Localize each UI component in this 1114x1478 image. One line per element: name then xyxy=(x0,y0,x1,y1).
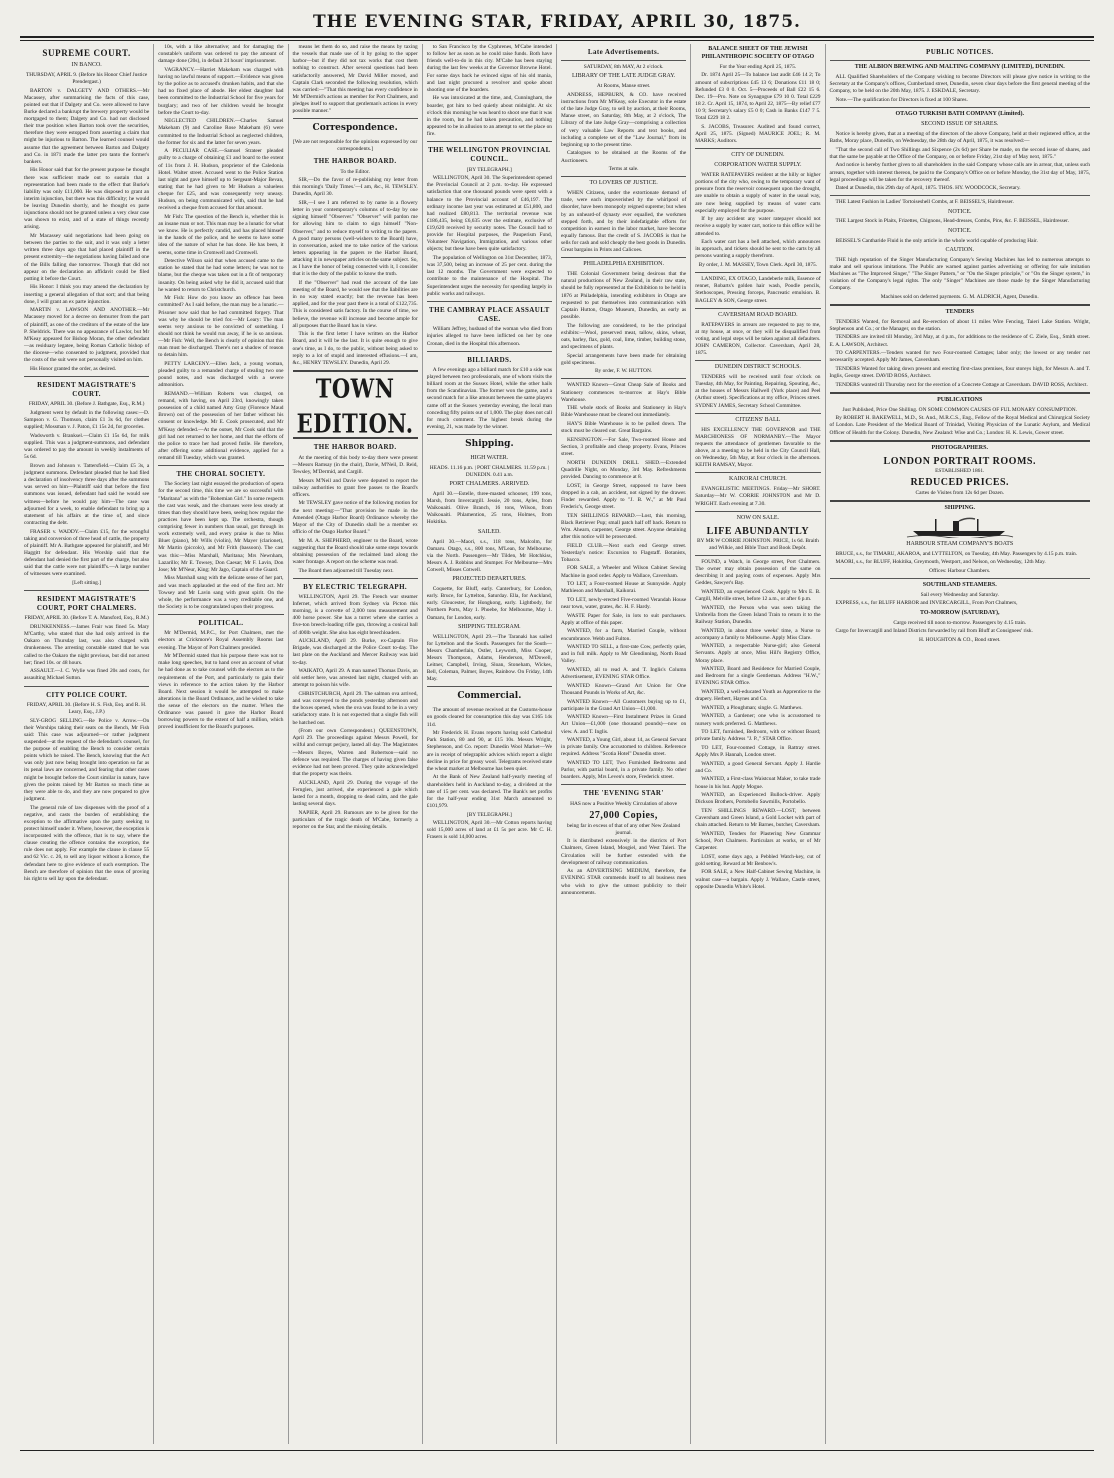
article-text: Miss Marshall sang with the delicate sense of her part, and was much applauded at the end of the first act. Mr Towsey and Mr Lavin sang with great spirit. On the whole, the performance was a very creditable one, and the Society is to be congratulated upon their progress. xyxy=(158,575,284,610)
ad-text: Offices: Harbour Chambers. xyxy=(929,567,991,574)
divider xyxy=(830,440,1091,442)
article-text: His Honor: I think you may amend the declaration by inserting a general allegation of that sort; and that being done, I will grant an ex parte injunction. xyxy=(24,284,150,305)
article-text: The amount of revenue received at the Customs-house on goods cleared for consumption this day was £165 14s 11d. xyxy=(426,707,552,728)
classified-ad: WANTED, in about three weeks' time, a Nurse to accompany a family to Melbourne. Apply Miss Clare. xyxy=(695,627,821,641)
article-text: FRASER v. WADDY.—Claim £15, for the wrongful taking and conversion of three head of cattle, the property of plaintiff. Mr A. Bathgate appeared for plaintiff, and Mr Haggitt for defendant. His Worship said that the defendant had denied the first part of the charge, but also said that the cattle were not plaintiff's.—A large number of witnesses were examined. xyxy=(24,528,150,578)
article-text: His Honor granted the order, as desired. xyxy=(30,365,117,372)
article-text: Mr TEWSLEY gave notice of the following motion for the next meeting:—"That provision be made in the Amended (Otago Harbor Board) Ordinance whereby the Mayor of the City of Dunedin shall be a member ex officio of the Otago Harbor Board." xyxy=(292,500,418,535)
ad-text: Machines sold on deferred payments. G. M. ALDRICH, Agent, Dunedin. xyxy=(880,293,1039,300)
book-title: LIFE ABUNDANTLY xyxy=(706,525,810,537)
ad-title: OTAGO TURKISH BATH COMPANY (Limited). xyxy=(895,111,1024,118)
heading-rm-court-port-chalmers: RESIDENT MAGISTRATE'S COURT, PORT CHALMERS. xyxy=(36,595,137,613)
divider xyxy=(427,686,552,687)
article-text: Mr M. A. SHEPHERD, engineer to the Board, wrote suggesting that the Board should take some steps towards obtaining possession of the reclaimed land along the water frontage. A report on the scheme was read. xyxy=(292,537,418,565)
article-text: A few evenings ago a billiard match for £10 a side was played between two professionals, one of whom visits the billiard room at the Sussex Hotel, while the other hails from the Scandinavian. The former won the game, and a second match for a like amount between the same players came off at the Sussex yesterday evening, the local man conceding fifty points out of 1,000. The play does not call for much comment. The highest break during the evening, 21, was made by the winner. xyxy=(426,366,552,430)
ad-title: LIBRARY OF THE LATE JUDGE GRAY. xyxy=(571,73,676,80)
heading-resident-magistrate: RESIDENT MAGISTRATE'S COURT. xyxy=(37,380,137,399)
ad-text: HIS EXCELLENCY THE GOVERNOR and THE MARCHIONESS OF NORMANBY.—The Mayor requests the attendance of gentlemen favorable to the above, at a meeting to be held in the City Council Hall, on Wednesday, 5th May, at four o'clock in the afternoon. KEITH RAMSAY, Mayor. xyxy=(695,426,821,469)
article-text: His Honor said that for the present purpose he thought there was sufficient made out to sustain that a representation had been made to the effect that Burke's liability was only £11,000. He was disposed to grant an interim injunction, but there was this difficulty; he would be leaving Dunedin shortly, and he thought ex parte injunctions should not be granted unless a very clear case was shown to exist, and of a state of things recently arising. xyxy=(24,167,150,231)
divider xyxy=(427,141,552,142)
divider xyxy=(695,308,820,309)
article-text: WELLINGTON, April 29. The French war steamer Infernet, which arrived from Sydney via Picton this morning, is a corvette of 2,000 tons measurement and 400 horse power. She has a turret where she carries a five-ton breech-loading rifle gun, throwing a conical ball of 400lb weight. She also has eight breechloaders. xyxy=(292,593,418,636)
classified-ad: EXPRESS, s.s., for BLUFF HARBOR and INVERCARGILL, From Port Chalmers, xyxy=(835,600,1018,607)
column-2 xyxy=(154,44,288,1444)
article-text: DRUNKENNESS.—James Frair was fined 5s. Mary M'Carthy, who stated that she had only arrived in the Oakaro on Thursday last, was also charged with drunkenness. The arresting constable stated that he was called to the Oakaro the night previous, but did not arrest her; fined 10s. or 48 hours. xyxy=(24,624,150,666)
classified-ad: LOST, some days ago, a Pebbled Watch-key, cut of gold setting. Reward at Mr Benbow's. xyxy=(695,853,821,867)
article-text: SLY-GROG SELLING.—Re Police v. Arrow.—On their Worships taking their seats on the Bench, Mr Fish said: This case was adjourned—or rather judgment suspended—at the request of the defendant's counsel, for the purpose of enabling the Bench to consider certain points which he raised. The Bench, knowing that the Act was only just now being brought into operation so far as its penal laws are concerned, and fearing that other cases might be brought before the Court similar in nature, have given the points raised by Mr Barton so much time as they were able to do, and they are now prepared to give judgment. xyxy=(24,717,150,802)
divider xyxy=(830,195,1091,196)
classified-ad: MAORI, s.s., for BLUFF, Hokitika, Greymouth, Westport, and Nelson, on Wednesday, 12th May. xyxy=(835,559,1046,566)
ad-text: WHEN Citizens, under the extortionate demand of trade, were each impoverished by the whirlpool of disorder, have been monopoly reigned supreme; but when by an unheard-of dynasty ever equalled, the workmen stepped forth, and by their indefatigable efforts for competition in earnest in the labor market, have become equally famous. But the credit of S. JACOBS is that he sells for cash and sold cheaply the best goods in Dunedin. Great bargains in Prints and Calicoes. xyxy=(561,190,687,254)
article-text: Mr Macassey said negotiations had been going on between the parties to the suit, and it was only a letter written three days ago that had placed plaintiff in the present extremity—the negotiations having failed and one of the Bills falling due tomorrow. Though that did not appear on the declaration an affidavit could be filed putting it before the Court. xyxy=(24,233,150,282)
ad-text: THE Colonial Government being desirous that the natural productions of New Zealand, in their raw state, should be fully represented at the Exhibition to be held in 1876 at Philadelphia, intending exhibitors in Otago are requested to put themselves into communication with Captain Hutton, Otago Museum, Dunedin, as early as possible. xyxy=(561,271,687,320)
ad-text: Cargo received till noon to-morrow. Passengers by 4.15 train. xyxy=(893,619,1027,626)
classified-ad: FOR SALE, a New Half-Cabinet Sewing Machine, in walnut case—a bargain. Apply J. Wallace, Castle street, opposite Dunedin White's Hotel. xyxy=(695,869,821,890)
divider xyxy=(427,434,552,435)
ad-text: Catalogues to be obtained at the Rooms of the Auctioneers. xyxy=(561,150,687,164)
classified-ad: TO LET, a Four-roomed House at Sunnyside. Apply Mathieson and Marshall, Kaikorai. xyxy=(561,581,687,595)
heading-correspondence: Correspondence. xyxy=(312,123,398,134)
article-text: Brown and Johnson v. Tattersfield.—Claim £5 3s, a judgment summons. Defendant pleaded that he had filed a declaration of insolvency three days after the summons was served on him—Plaintiff said that before the first summons was issued, defendant had said he would see witness—before he would pay him—The case was adjourned for a week, to enable defendant to bring up a statement of his affairs at the time of, and since contracting the debt. xyxy=(24,462,150,526)
classified-ad: THE Latest Fashion in Ladies' Tortoiseshell Combs, at F. BEISSEL'S, Hairdresser. xyxy=(835,199,1014,206)
divider xyxy=(695,511,820,512)
classified-ad: TO LET, newly-erected Five-roomed Verandah House near town, water, grates, &c. H. F. Hardy. xyxy=(561,596,687,611)
ad-text: By ROBERT H. BAKEWELL, M.D., St. And., M.R.C.S., Eng., Fellow of the Royal Medical and Chirurgical Society of London. Late President of the Medical Board of Trinidad, Visiting Physician of the Lunatic Asylum, and Medical Officer of Health for the Colony. Dunedin, New Zealand: Wise and Co.; London: H. K. Lewis, Gower street. xyxy=(829,415,1090,436)
article-text: William Jeffrey, husband of the woman who died from injuries alleged to have been inflicted on her by one Cronan, died in the Hospital this afternoon. xyxy=(426,326,552,347)
divider xyxy=(427,351,552,352)
classified-ad: NORTH DUNEDIN DRILL SHED.—Extended Quadrille Night, on Monday, 3rd May. Refreshments provided. Dancing to commence at 8. xyxy=(561,459,687,480)
ad-text: RATEPAYERS in arrears are requested to pay to me, at my house, at once, or they will be disqualified from voting, and legal steps will be taken against all defaulters. JOHN CAMERON, Collector. Caversham, April 28, 1875. xyxy=(695,321,821,357)
ad-text: being far in excess of that of any other New Zealand journal. xyxy=(567,822,681,836)
high-water-heading: HIGH WATER. xyxy=(470,454,509,461)
heading-public-notices: PUBLIC NOTICES. xyxy=(926,48,994,56)
article-text: At the Bank of New Zealand half-yearly meeting of shareholders held in Auckland to-day, a dividend at the rate of 15 per cent. was declared. The Bank's net profits for the half-year ending 31st March amounted to £101,979. xyxy=(426,774,552,809)
article-text: BARTON v. DALGETY AND OTHERS.—Mr Macassey, after summarising the facts of this case, pointed out that if Dalgety and Co. were allowed to have Burke declared a bankrupt the brewery property would be mortgaged to them; Dalgety and Co. had not disclosed their true position when Barton took over the securities, therefore they were estopped from asserting a claim that might be injurious to Barton. The learned counsel would assume that the agreement between Barton and Dalgety and Co. in 1871 made the latter pro tanto the former's bankers. xyxy=(24,87,150,165)
top-rule xyxy=(20,36,1094,38)
ad-text: WATER RATEPAYERS resident at the hilly or higher portions of the city who, owing to the temporary want of pressure from the reservoir consequent upon the drought, are unable to obtain a supply of water in the usual way, are now being supplied by means of water carts especially employed for the purpose. xyxy=(695,172,821,214)
ad-title: CAVERSHAM ROAD BOARD. xyxy=(718,311,798,318)
ad-text: ALL Qualified Shareholders of the Company wishing to become Directors will please give notice in writing to the Secretary at the Company's offices, Cumberland street, Dunedin, seven clear days before the first general meeting of the Company, to be held on the 20th May, 1875. J. ESKDALE, Secretary. xyxy=(829,74,1090,95)
article-text: This is the first letter I have written on the Harbor Board, and it will be the last. It is quite enough to give one's time, as I do, to the public, without being asked to reply to a lot of stupid and interested effusions.—I am, &c., HENRY TEWSLEY. Dunedin, April 29. xyxy=(292,331,418,366)
article-text: To the Editor. xyxy=(340,168,370,175)
article-text: REMAND.—William Roberts was charged, on remand, with having, on April 23rd, knowingly taken possession of a child named Amy Gray (Florence Maud Brown) out of the possession of her father without his consent or knowledge. Mr E. Cook prosecuted, and Mr M'Keay defended.—At the outset, Mr Cook said that the girl had not returned to her home, and that the efforts of the police to trace her had proved futile. He therefore, after offering some additional evidence, applied for a remand till Tuesday, which was granted. xyxy=(158,390,284,461)
article-text: NEGLECTED CHILDREN.—Charles Samuel Makeham (9) and Caroline Rose Makeham (6) were committed to the Industrial School as neglected children, the former for six and the latter for seven years. xyxy=(158,118,284,146)
classified-ad: WANTED, a well-educated Youth as Apprentice to the drapery. Herbert, Haynes and Co. xyxy=(695,689,821,703)
classified-ad: WANTED Known—Great Cheap Sale of Books and Stationery commences to-morrow at Hay's Bible Warehouse. xyxy=(561,382,687,403)
ad-title: PHILADELPHIA EXHIBITION. xyxy=(583,261,664,268)
classified-ad: FOR SALE, a Wheeler and Wilson Cabinet Sewing Machine in good order. Apply to Wallace, Caversham. xyxy=(561,565,687,579)
ad-title: NOTICE. xyxy=(948,227,972,234)
harbour-steam-heading: HARBOUR STEAM COMPANY'S BOATS xyxy=(906,540,1014,547)
classified-ad: WANTED, for a farm, Married Couple, without encumbrance. Webb and Fulton. xyxy=(561,628,687,642)
article-text: 10s, with a like alternative; and for damaging the constable's uniform was ordered to pay the amount of damage done (20s), in default 24 hours' imprisonment. xyxy=(158,44,284,65)
article-text: The population of Wellington on 31st December, 1873, was 37,500, being an increase of 25 per cent. during the last 12 months. The Government were expected to contribute to the maintenance of the Hospital. The Superintendent urges the necessity for spending largely in public works and railways. xyxy=(426,255,552,297)
divider xyxy=(830,107,1091,108)
article-text: Coquette, for Bluff, early. Canterbury, for London, early. Bruce, for Lyttelton, Saturday. Ella, for Auckland, early. Gloucester, for Hongkong, early. Lightbody, for Northern Ports, May 1. Phoebe, for Melbourne, May 1. Oamaru, for London, early. xyxy=(426,586,552,621)
classified-ad: TO CARPENTERS.—Tenders wanted for two Four-roomed Cottages; labor only; the lowest or any tender not necessarily accepted. Apply Mr James, Caversham. xyxy=(829,350,1090,364)
balance-sheet: Dr. 1874 April 25—To balance last audit £46 14 2; To amount of subscriptions £45 13 6; Donations £11 18 0; Refunded £3 0 0. Oct. 5—Proceeds of Ball £22 15 6. Dec. 19—Pro. Note on Synagogue £79 10 0. Total £229 18 2. Cr. April 15, 1874, to April 22, 1875—By relief £77 10 9; Secretary's salary £5 0 0; Cash in Banks £147 7 5. Total £229 18 2. xyxy=(695,72,821,122)
article-text: to San Francisco by the Cyphrenes, M'Cabe intended to follow her as soon as he could raise funds. Both have friends well-to-do in this city. M'Cabe has been staying during the last few weeks at the Governor Browne Hotel. For some days back he evinced signs of his old mania, and last night procured a revolver and spoke about shooting one of the boarders. xyxy=(426,44,552,93)
divider xyxy=(695,413,820,414)
divider xyxy=(158,614,283,615)
article-text: Mr Fish: How do you know an offence has been committed? As I said before, the man may be a lunatic.—Prisoner now said that he had committed forgery. That was why he should be tried for.—Mr Leary: The man seems very anxious to be convicted of something. I should not think he would run away, if he is so anxious.—Mr Fish: Well, the Bench is clearly of opinion that this man must be discharged. There's not a shadow of reason to detain him. xyxy=(158,295,284,359)
evening-star-heading: THE 'EVENING STAR' xyxy=(583,789,664,798)
column-3 xyxy=(289,44,423,1444)
article-text: A PECULIAR CASE.—Samuel Strateer pleaded guilty to a charge of obtaining £1 and board to the extent of 11s from J. H. Hudson, proprietor of the Caledonia Hotel. Walter street. Accused went to the Police Station last night and gave himself up to Sergeant-Major Bevan, stating that he had given to Mr Hudson a valueless cheque for £25, and was consequently very uneasy. Hudson, on being communicated with, said that he had received a cheque from accused for that amount. xyxy=(158,148,284,212)
ad-text: TENDERS will be received until four o'clock on Tuesday, 4th May, for Painting, Repairing, Spouting, &c., at the houses of Messrs Hallwell (York place) and Peel (Arthur street). Specifications at my office, Princes street. SYDNEY JAMES, Secretary School Committee. xyxy=(695,374,821,409)
column-6 xyxy=(691,44,825,1444)
ad-title: DUNEDIN DISTRICT SCHOOLS. xyxy=(714,364,801,371)
editor-note: [We are not responsible for the opinions expressed by our correspondents.] xyxy=(292,139,418,153)
article-text: At the meeting of this body to-day there were present—Messrs Ramsay (in the chair), Davie, M'Neil, D. Reid, Tewsley, M'Dermid, and Cargill. xyxy=(292,454,418,475)
top-rule-thin xyxy=(20,40,1094,41)
classified-ad: WANTED, Board and Residence for Married Couple, and Bedroom for a single Gentleman. Address "H.W.," EVENING STAR Office. xyxy=(695,666,821,687)
article-text: WELLINGTON, April 30. The Superintendent opened the Provincial Council at 2 p.m. to-day. He expressed satisfaction that one thousand pounds were spent with a balance to the Provincial account of £46,197. The ordinary income last year was estimated at £51,800, and had realized £80,813. The territorial revenue was £186,435, being £6,635 over the estimate, exclusive of £19,620 received by security notes. The Council had to provide for Hospital purposes, the Pauperism Fund, Volunteer Navigation, Immigration, and various other objects; but these have been quite satisfactory. xyxy=(426,175,552,253)
divider xyxy=(561,176,686,177)
sailed-heading: SAILED. xyxy=(477,528,501,535)
ad-text: Dated at Dunedin, this 29th day of April, 1875. THOS. HY. WOODCOCK, Secretary. xyxy=(835,185,1021,192)
ad-text: Each water cart has a bell attached, which announces its approach, and tickets should be sent to the carts by all persons wanting a supply therefrom. xyxy=(695,239,821,260)
article-text: The Society last night essayed the production of opera for the second time, this time we are so successful with "Maritana" as with the "Bohemian Girl." In some respects the cast was weak, and the choruses were less steady at times than they should have been, seeing how regular the practices have been kept up. The orchestra, though comprising fewer in numbers than usual, got through its work extremely well, and every praise is due to Miss Bluet (piano), Mr Wills (violin), Mr Mayer (clarionet), Mr Martin (piccolo), and Mr Frith (bassoon). The cast was this:—Miss Marshall, Maritana; Mrs Newnham, Lazarillo; Mr E. Towsey, Don Caesar; Mr F. Lavin, Don Jose; Mr M'Neur, King; Mr Jago, Captain of the Guard. xyxy=(158,481,284,573)
classified-ad: WANTED, an experienced Cook. Apply to Mrs E. B. Cargill, Melville street, before 12 a.m., or after 6 p.m. xyxy=(695,588,821,603)
article-text: He was intoxicated at the time, and, Cunningham, the boarder, got him to bed quietly about midnight. At six o'clock this morning he was heard to shoot one that it was in the room, but he had taken precaution, and nothing appeared to be in allusion to an attempt to set the place on fire. xyxy=(426,95,552,137)
classified-ad: TO LET, furnished, Bedroom, with or without Board; private family. Address "J. P.," STAR Office. xyxy=(695,729,821,743)
classified-ad: WANTED, Tenders for Plastering New Grammar School, Port Chalmers. Particulars at works, or of Mr Carpenter. xyxy=(695,830,821,852)
divider xyxy=(427,301,552,302)
classified-ad: FOUND, a Watch, in George street, Port Chalmers. The owner may obtain possession of the same on describing it and paying costs of expenses. Apply Mrs Geddes, Sawyer's Bay. xyxy=(695,558,821,587)
ad-title: CORPORATION WATER SUPPLY. xyxy=(714,162,802,169)
divider xyxy=(830,60,1091,61)
ad-text: It is distributed extensively in the districts of Port Chalmers, Green Island, Mosgiel, and West Taieri. The Circulation will be further extended with the development of railway communication. xyxy=(561,838,687,866)
divider xyxy=(695,555,820,556)
ad-text: H. HOUGHTON & CO., Bond street. xyxy=(918,636,1001,643)
divider xyxy=(158,465,283,466)
divider xyxy=(24,686,149,687)
article-text: WAIKATO, April 29. A man named Thomas Davis, an old settler here, was arrested last night, charged with an attempt to poison his wife. xyxy=(292,668,418,689)
article-text: WELLINGTON, April 30.—Mr Cotton reports having sold 15,000 acres of land at £1 5s per acre. Mr C. H. Frasers is sold 14,000 acres. xyxy=(426,820,552,841)
divider xyxy=(24,590,149,591)
divider xyxy=(695,360,820,361)
classified-ad: LOST, in George Street, supposed to have been dropped in a cab, an accident, not signed by the drawer. Finder rewarded. Apply to "J. B. W.," at Mr Paul Frederic's, George street. xyxy=(561,482,687,510)
classified-ad: WANTED, the Person who was seen taking the Umbrella from the Green Island Train to return it to the Railway Station, Dunedin. xyxy=(695,604,821,625)
divider xyxy=(695,472,820,473)
classified-ad: WANTED, a Young Girl, about 14, as General Servant in private family. One accustomed to children. Reference required. Address "Scotia Hotel" Dunedin street. xyxy=(561,737,687,758)
ad-text: For the Year ending April 25, 1875. xyxy=(719,63,797,70)
classified-ad: TENDERS wanted till Thursday next for the erection of a Concrete Cottage at Caversham. DAVID ROSS, Architect. xyxy=(835,381,1088,388)
classified-ad: WASTE Paper for Sale, in lots to suit purchasers. Apply at office of this paper. xyxy=(561,612,687,626)
ad-text: Special arrangements have been made for obtaining gold specimens. xyxy=(561,352,687,366)
article-text: [BY TELEGRAPH.] xyxy=(466,166,512,173)
ad-text: And notice is hereby further given to all shareholders in the said Company whose calls are in arrear, that, unless such arrears, together with interest thereon, be paid to the Company's Office on or before Monday, the 31st day of May, 1875, legal proceedings will be taken for the recovery thereof. xyxy=(829,162,1090,183)
article-text: means let them do so, and raise the means by taxing the vessels that made use of it by going to the upper harbor—but if they did not tax works that cost them nothing to construct. After several questions had been satisfactorily answered, Mr David Miller moved, and Captain Clark seconded the following resolution, which was carried:—"That this meeting has every confidence in Mr M'Dermid's actions as member for Port Chalmers, and pledges itself to support that gentleman's actions in every possible manner." xyxy=(292,44,418,115)
steamship-icon xyxy=(905,516,1015,538)
sailing-date: TO-MORROW (SATURDAY), xyxy=(920,609,1000,616)
classified-ad: WANTED Known—All Customers buying up to £1, participate in the Grand Art Union—£1,000. xyxy=(561,698,687,712)
ad-title: CITY OF DUNEDIN. xyxy=(731,152,785,159)
classified-ad: TEN SHILLINGS REWARD.—Lost, this morning, Black Retriever Pup; small patch half off back. Return to Wm. Ahearn, carpenter, George street. Anyone detaining after this notice will be prosecuted. xyxy=(561,512,687,540)
arrived-heading: PORT CHALMERS. ARRIVED. xyxy=(449,481,530,488)
ad-text: Note.—The qualification for Directors is fixed at 100 Shares. xyxy=(835,97,968,104)
southland-heading: SOUTHLAND STEAMERS. xyxy=(922,581,997,588)
classified-ad: THE Largest Stock in Plaits, Frizettes, Chignons, Head-dresses, Combs, Pins, &c. F. BEISSEL, Hairdresser. xyxy=(835,218,1069,225)
classified-ad: FIELD CLUB.—Next such end George street. Yesterday's notice: Excursion to Flagstaff. Botanists, Tobacco. xyxy=(561,542,687,563)
ad-text: ESTABLISHED 1861. xyxy=(935,467,985,474)
divider xyxy=(293,118,418,119)
divider xyxy=(24,376,149,377)
heading-cambray-place: THE CAMBRAY PLACE ASSAULT CASE. xyxy=(429,305,550,324)
shipping-telegram-heading: SHIPPING TELEGRAM. xyxy=(458,623,521,630)
divider xyxy=(293,578,418,579)
article-text: SIR,—Do the favor of re-publishing my letter from this morning's 'Daily Times.'—I am, &c., H. TEWSLEY. Dunedin, April 30. xyxy=(292,177,418,198)
divider xyxy=(561,378,686,379)
column-4 xyxy=(423,44,557,1444)
article-text: PETTY LARCENY.—Ellen Jack, a young woman, pleaded guilty to a remanded charge of stealing two one pound notes, and was discharged with a severe admonition. xyxy=(158,360,284,389)
ad-text: As an ADVERTISING MEDIUM, therefore, the EVENING STAR commends itself to all business men who wish to give the utmost publicity to their announcements. xyxy=(561,868,687,896)
ad-text: BY MR W CORRIE JOHNSTON. PRICE, 1s 6d. Braith and Wilkie, and Bible Tract and Book Depôt. xyxy=(696,537,819,551)
classified-ad: TENDERS Wanted, for Removal and Re-erection of about 11 miles Wire Fencing, Taieri Lake Station. Wright, Stephenson and Co.; or the Manager, on the station. xyxy=(829,318,1090,332)
heading-late-advertisements: Late Advertisements. xyxy=(587,48,660,56)
divider xyxy=(561,257,686,258)
heading-wellington-council: THE WELLINGTON PROVINCIAL COUNCIL. xyxy=(428,146,551,164)
photographers-heading: PHOTOGRAPHERS. xyxy=(931,444,988,451)
divider xyxy=(561,784,686,785)
ad-text: The following are considered, to be the principal exhibits:—Wool, preserved meat, tallow, skins, wheat, oats, barley, flax, gold, coal, lime, timber, building stone, and specimens of plants. xyxy=(561,322,687,350)
heading-city-police-court: CITY POLICE COURT. xyxy=(46,690,128,699)
article-text: THURSDAY, APRIL 9. (Before his Honor Chief Justice Prendergast.) xyxy=(26,71,148,85)
heading-harbor-board-letter: THE HARBOR BOARD. xyxy=(313,157,397,166)
classified-ad: WANTED, a Gardener; one who is accustomed to nursery work preferred. G. Matthews. xyxy=(695,713,821,727)
masthead xyxy=(0,0,1114,36)
classified-ad: KENSINGTON.—For Sale, Two-roomed House and Section, 3 profitable and cheap property. Evans, Princes street. xyxy=(561,436,687,458)
classified-ad: THE whole stock of Books and Stationery in Hay's Bible Warehouse must be cleared out immediately. xyxy=(561,405,687,419)
article-text: Mr Fish: The question of the Bench is, whether this is an insane man or not. This man may be a lunatic for what we know. He is perfectly candid, and has placed himself in the hands of the police, and he seems to have some idea of the nature of what he has done. He has been, it seems, some time in Cromwell and Cromwell. xyxy=(158,213,284,256)
article-text: AUCKLAND, April 29. During the voyage of the Fernglen, just arrived, she experienced a gale which lasted for a month, dropping to dead calm, and the gale lasting several days. xyxy=(292,779,418,807)
ad-title: NOW ON SALE. xyxy=(736,514,780,521)
ad-text: By order, F. W. HUTTON. xyxy=(594,368,653,375)
heading-shipping: Shipping. xyxy=(465,439,514,450)
ad-text: HAS now a Positive Weekly Circulation of above xyxy=(570,800,678,807)
article-text: FRIDAY, APRIL 30. (Before J. Bathgate, Esq., R.M.) xyxy=(28,401,145,408)
heading-electric-telegraph: BY ELECTRIC TELEGRAPH. xyxy=(303,582,408,591)
article-text: The Board then adjourned till Tuesday next. xyxy=(298,567,394,574)
heading-billiards: BILLIARDS. xyxy=(467,355,512,364)
article-text: Detective Wilson said that when accused came to the station he stated that he had some letters; he was not to blame, but the cheque was taken out in a fit of temporary insanity. On being asked why he did it, accused said that he wanted to return to Christchurch. xyxy=(158,258,284,293)
article-text: (From our own Correspondent.) QUEENSTOWN, April 29. The proceedings against Messrs Powell, for wilful and corrupt perjury, lasted all day. The Magistrates—Messrs Boyes, Warren and Robertson—said no defence was required. The charges of having given false evidence had not been proved. They quite acknowledged that the property was theirs. xyxy=(292,728,418,777)
divider xyxy=(695,148,820,149)
ad-text: If by any accident any water ratepayer should not receive a supply by water cart, notice to this office will be attended to. xyxy=(695,216,821,237)
article-text: MARTIN v. LAWSON AND ANOTHER.—Mr Macassey moved for a decree on demurrer from the part of plaintiff, as one of the creditors of the estate of the late P. Sheldrick. There was no appearance of Lawlor, but Mr M'Keay appeared for Bishop Moran, the other defendant—as residuary legatee, being Roman Catholic bishop of the diocese—who consented to judgment, provided that the costs of the suit were not personally visited on him. xyxy=(24,307,150,364)
article-text: Mr Frederick H. Evans reports having sold Cathedral Park Station, 80 and 90, at £15 10s. Messrs Wright, Stephenson, and Co. report: Dunedin Wool Market—We are in receipt of telegraphic advices which report a slight decline in price for greasy wool. Telegrams received state the wheat market at Melbourne has been quiet. xyxy=(426,730,552,772)
ad-title: CITIZENS' BALL xyxy=(735,416,781,423)
article-text: WELLINGTON, April 29.—The Taranaki has sailed for Lyttelton and the South. Passengers for the South—Messrs Chamberlain, Ostler, Leyworth, Miss Cooper, Messrs Thompson, Adams, Henderson, M'Dowell, Leitner, Campbell, Irving, Sloan, Stoneham, Wickes, Bell, Coleman, Palmer, Boyes, Rainbow. On Friday, 14th May. xyxy=(426,633,552,683)
publications-heading: PUBLICATIONS xyxy=(937,396,983,403)
ad-text: Cargo for Invercargill and Inland Districts forwarded by rail from Bluff at Consignees' risk. xyxy=(835,628,1033,635)
circulation-figure: 27,000 Copies, xyxy=(589,810,658,822)
ad-title: TO LOVERS OF JUSTICE. xyxy=(589,180,658,187)
ad-text: ANDRESS, HEPBURN, & CO. have received instructions from Mr M'Keay, sole Executor in the estate of the late Judge Gray, to sell by auction, at their Rooms, Manse street, on Saturday, 8th May, at 2 o'clock, The Library of the late Judge Gray—comprising a collection of very valuable Law Reports and text books, and including a complete set of the "Law Journal," from its beginning up to the present time. xyxy=(561,91,687,148)
classified-ad: WANTED Known—Grand Art Union for One Thousand Pounds in Works of Art, &c. xyxy=(561,682,687,696)
classified-ad: WANTED TO LET, Two Furnished Bedrooms and Parlor, with partial board, in a private family. No other boarders. Apply, Mrs Leven's store, Frederick street. xyxy=(561,760,687,781)
classified-ad: LANDING, EX OTAGO, Landeberle milk, Essence of rennet, Robarts's golden hair wash, Poodle pencils, Stethoscopes, Pressing forceps, Pancreatic emulsion. B. BAGLEY & SON, George street. xyxy=(695,276,821,304)
classified-ad: WANTED, a good General Servant. Apply J. Hardie and Co. xyxy=(695,760,821,774)
heading-commercial: Commercial. xyxy=(457,691,522,702)
heading-supreme-court: SUPREME COURT. xyxy=(42,48,131,58)
divider xyxy=(830,578,1091,579)
column-5 xyxy=(557,44,691,1444)
classified-ad: WANTED, a respectable Nurse-girl; also General Servants. Apply at once, Miss Hill's Registry Office, Moray place. xyxy=(695,643,821,664)
shipping-heading: SHIPPING. xyxy=(944,504,975,511)
heading-choral-society: THE CHORAL SOCIETY. xyxy=(176,470,266,479)
classified-ad: TO LET, Four-roomed Cottage, in Rattray street. Apply Mrs P. Hannah, London street. xyxy=(695,744,821,759)
bottom-rule xyxy=(20,1450,1094,1451)
article-text: [Left sitting.] xyxy=(72,579,101,586)
heading-political: POLITICAL. xyxy=(198,619,244,628)
ad-title: CAUTION. xyxy=(945,246,974,253)
ad-title: BALANCE SHEET OF THE JEWISH PHILANTHROPIC SOCIETY OF OTAGO xyxy=(701,46,815,60)
classified-ad: TENDERS are invited till Monday, 3rd May, at 4 p.m., for additions to the residence of C. Ziele, Esq., Smith street. E. A. LAWSON, Architect. xyxy=(829,334,1090,348)
heading-harbor-board: THE HARBOR BOARD. xyxy=(313,443,397,452)
london-portrait-rooms: LONDON PORTRAIT ROOMS. xyxy=(883,455,1036,467)
article-text: [BY TELEGRAPH.] xyxy=(466,811,512,818)
columns xyxy=(20,44,1094,1444)
article-text: Mr M'Dermid, M.P.C., for Port Chalmers, met the electors at Crickmore's Royal Assembly Rooms last evening. The Mayor of Port Chalmers presided. xyxy=(158,630,284,651)
high-water-times: HEADS. 11.16 p.m. | PORT CHALMERS. 11.59 p.m. | DUNEDIN. 0.41 a.m. xyxy=(429,464,550,478)
column-1 xyxy=(20,44,154,1444)
ad-subtitle: SECOND ISSUE OF SHARES. xyxy=(921,121,999,128)
article-text: Mr M'Dermid stated that his purpose there was not to make long speeches, but to hand over an account of what he had done as to take counsel with the electors as to the requirements of the Port, and particularly to gain their views in reference to the action taken by the Harbor Board. Next session it would be attempted to make alterations in the Board Ordinance, and he wished to take the sense of the electors on the matter. When the Ordinance was passed it gave the Harbor Board borrowing powers to the extent of half a million, which proved insufficient for the Board's purposes. xyxy=(158,653,284,731)
ad-text: SATURDAY, 8th MAY, At 2 o'clock. xyxy=(583,64,664,71)
divider xyxy=(561,60,686,61)
ad-text: S. JACOBS, Treasurer. Audited and found correct, April 25, 1875. (Signed) MAURICE JOEL; R. M. MARKS; Auditors. xyxy=(695,123,821,145)
article-text: SIR,—I see I am referred to by name in a flowery letter in your contemporary's columns of to-day by one signing himself "Observer." "Observer" will pardon me for allowing him to claim to sign himself "Non-Observer," and to reduce myself to writing to the papers. A good many persons (well-wishers to the Board) have, in conversation, asked me to take notice of the various letters appearing in the papers re the Harbor Board, attacking it in newspaper articles on the same subject. So, as I have the honor of being connected with it, I consider that it is the duty of the public to know the truth. xyxy=(292,200,418,278)
article-text: April 30.—Estelle, three-masted schooner, 199 tons, Marsh, from Invercargill. Jessie, 20 tons, Ayles, from Waikouaiti. Olive Branch, 16 tons, Wilson, from Waikouaiti. Phlamention, 25 tons, Holmes, from Hokitika. xyxy=(426,490,552,526)
ad-title: KAIKORAI CHURCH. xyxy=(729,476,787,483)
article-text: April 30.—Maori, s.s., 118 tons, Malcolm, for Oamaru. Otago, s.s., 800 tons, M'Lean, for Melbourne, via the North. Passengers—Mr Tilden, Mr Hotchkiss, Messrs A. J. Robbins and Stumper. For Melbourne—Mrs Cotwell, Misses Cotwell. xyxy=(426,538,552,574)
ad-text: By order, J. M. MASSEY, Town Clerk. April 30, 1875. xyxy=(698,262,818,268)
ad-text: Cartes de Visites from 12s 6d per Dozen. xyxy=(915,489,1004,496)
divider xyxy=(830,392,1091,394)
classified-ad: WANTED, a Ploughman; single. G. Matthews. xyxy=(701,704,803,711)
ad-text: Just Published, Price One Shilling. ON SOME COMMON CAUSES OF FUL MONARY CONSUMPTION. xyxy=(842,406,1078,413)
tenders-heading: TENDERS xyxy=(945,308,974,315)
classified-ad: WANTED Known—First Instalment Prizes in Grand Art Union—£1,000 (one thousand pounds)—now on view. A. and T. Inglis. xyxy=(561,714,687,735)
article-text: The general rule of law dispenses with the proof of a negative, and casts the burden of establishing the exception to the affirmative upon the party seeking to protect himself under it. Where, however, the exception is incorporated with the offence, that is to say, where the clause creating the offence contains the exception, the rule does not apply. For example the clause in clause 55 and 62 Vic. c. 26, to sell any liquor without a licence, the defendant here to give evidence of such exemption. The Bench are therefore of opinion that the onus of proving his right to sell lay upon the defendant. xyxy=(24,804,150,882)
newspaper-title: THE EVENING STAR, FRIDAY, APRIL 30, 1875. xyxy=(313,12,801,32)
classified-ad: THE high reputation of the Singer Manufacturing Company's Sewing Machines has led to numerous attempts to make and sell spurious imitations. The Public are warned against parties advertising or offering for sale imitation Machines as "The Improved Singer," "The Singer Pattern," or "On the Singer principle," or "On the Singer system," in violation of the Company's legal rights. The only "Singer" Machines are those made by the Singer Manufacturing Company. xyxy=(829,256,1090,292)
ad-text: Notice is hereby given, that at a meeting of the directors of the above Company, held at their registered office, at the Baths, Moray place, Dunedin, on Wednesday, the 28th day of April, 1875, it was resolved:— xyxy=(829,130,1090,145)
article-text: CHRISTCHURCH, April 29. The salmon ova arrived, and was conveyed to the ponds yesterday afternoon and the boxes opened, when the ova was found to be in a very satisfactory state. It is not expected that a single fish will be hatched out. xyxy=(292,691,418,726)
column-7 xyxy=(826,44,1095,1444)
article-text: FRIDAY, APRIL 30. (Before H. S. Fish, Esq. and R. H. Leary, Esq., J.P.) xyxy=(26,701,147,715)
projected-heading: PROJECTED DEPARTURES. xyxy=(452,576,527,583)
reduced-prices: REDUCED PRICES. xyxy=(910,477,1010,489)
article-text: AUCKLAND, April 29. Burke, ex-Captain Fire Brigade, was discharged at the Police Court to-day. The last plate on the Auckland and Mercer Railway was laid to-day. xyxy=(292,638,418,666)
classified-ad: WANTED, all to read A. and T. Inglis's Column Advertisement, EVENING STAR Office. xyxy=(561,667,687,681)
divider xyxy=(695,272,820,273)
divider xyxy=(830,500,1091,502)
article-text: Messrs M'Neil and Davie were deputed to report the railway authorities to grant free passes to the Board's officers. xyxy=(292,477,418,498)
ad-text: At Rooms, Manse street. xyxy=(596,83,651,90)
classified-ad: TENDERS Wanted for taking down present and erecting first-class premises, four storeys high, for Messrs A. and T. Inglis, George street. DAVID ROSS, Architect. xyxy=(829,365,1090,380)
article-text: Judgment went by default in the following cases:—D. Sampson v. G. Thomson, claim £1 3s 6d, for clothes supplied; Mossman v. J. Paton, £1 15s 2d, for groceries. xyxy=(24,410,150,431)
divider xyxy=(830,304,1091,306)
article-text: VAGRANCY.—Harriet Makeham was charged with having no lawful means of support.—Evidence was given by the police as to accused's drunken habits, and that she had no fixed place of abode. Her eldest daughter had been committed to the Industrial School for five years for burglary; and two of her children would be brought before the Court to-day. xyxy=(158,66,284,116)
ad-text: Terms at sale. xyxy=(608,166,639,173)
ad-text: "That the second call of Two Shillings and Sixpence (2s 6d) per Share be made, on the second issue of shares, and that the same be payable at the Office of the Company, on or before Friday, 21st day of May next, 1875." xyxy=(829,146,1090,160)
article-text: If the "Observer" had read the account of the late meeting of the Board, he would see that the liabilities are in no way stated exactly; but the revenue has been applied, and for the year past there is a total of £122,735. This is considered satis factory. In the course of time, we believe, the revenue will increase and become ample for all purposes that the Board has in view. xyxy=(292,279,418,329)
subheading-in-banco: IN BANCO. xyxy=(71,61,102,68)
ad-text: EVANGELISTIC MEETINGS. Friday—Mr SHORT. Saturday—Mr W. CORRIE JOHNSTON and Mr D. WRIGHT. Each evening at 7.30. xyxy=(695,486,821,507)
classified-ad: BRUCE, s.s., for TIMARU, AKAROA, and LYTTELTON, on Tuesday, 4th May. Passengers by 4.15 p.m. train. xyxy=(835,550,1078,557)
article-text: NAPIER, April 29. Rumours are to be given for the particulars of the tragic death of M'Cabe, formerly a reporter on the Star, and the missing details. xyxy=(292,809,418,830)
ad-text: Sail every Wednesday and Saturday. xyxy=(920,591,999,598)
ad-title: THE ALBION BREWING AND MALTING COMPANY (LIMITED), DUNEDIN. xyxy=(854,64,1065,71)
classified-ad: WANTED, a First-class Waistcoat Maker, to take trade house in his hut. Apply Mogue. xyxy=(695,776,821,790)
ad-title: NOTICE. xyxy=(948,208,972,215)
classified-ad: HAY'S Bible Warehouse is to be pulled down. The stock must be cleared out. Great Bargains. xyxy=(561,421,687,435)
classified-ad: BEISSEL'S Cantharide Fluid is the only article in the whole world capable of producing Hair. xyxy=(835,237,1038,244)
classified-ad: WANTED, an Experienced Bullock-driver. Apply Dickson Brothers, Portobello Sawmills, Portobello. xyxy=(695,792,821,806)
article-text: ASSAULT.—J. C. Wylie was fined 20s and costs, for assaulting Michael Sutton. xyxy=(24,668,150,682)
classified-ad: WANTED TO SELL, a first-rate Cow, perfectly quiet, and in full milk. Apply to Mr Glendinning, North Road Valley. xyxy=(561,644,687,665)
article-text: FRIDAY, APRIL 30. (Before T. A. Mansford, Esq., R.M.) xyxy=(24,615,149,622)
article-text: Wadsworth v. Branksel.—Claim £1 15s 6d, for milk supplied. This was a judgment-summons, and defendant was ordered to pay the amount in weekly instalments of 5s 6d. xyxy=(24,432,150,461)
town-edition-banner: TOWN EDITION. xyxy=(296,372,414,439)
classified-ad: TEN SHILLINGS REWARD.—LOST, between Caversham and Green Island, a Gold Locket with part of chain attached. Return to Mr Barnes, butcher, Caversham. xyxy=(695,807,821,829)
